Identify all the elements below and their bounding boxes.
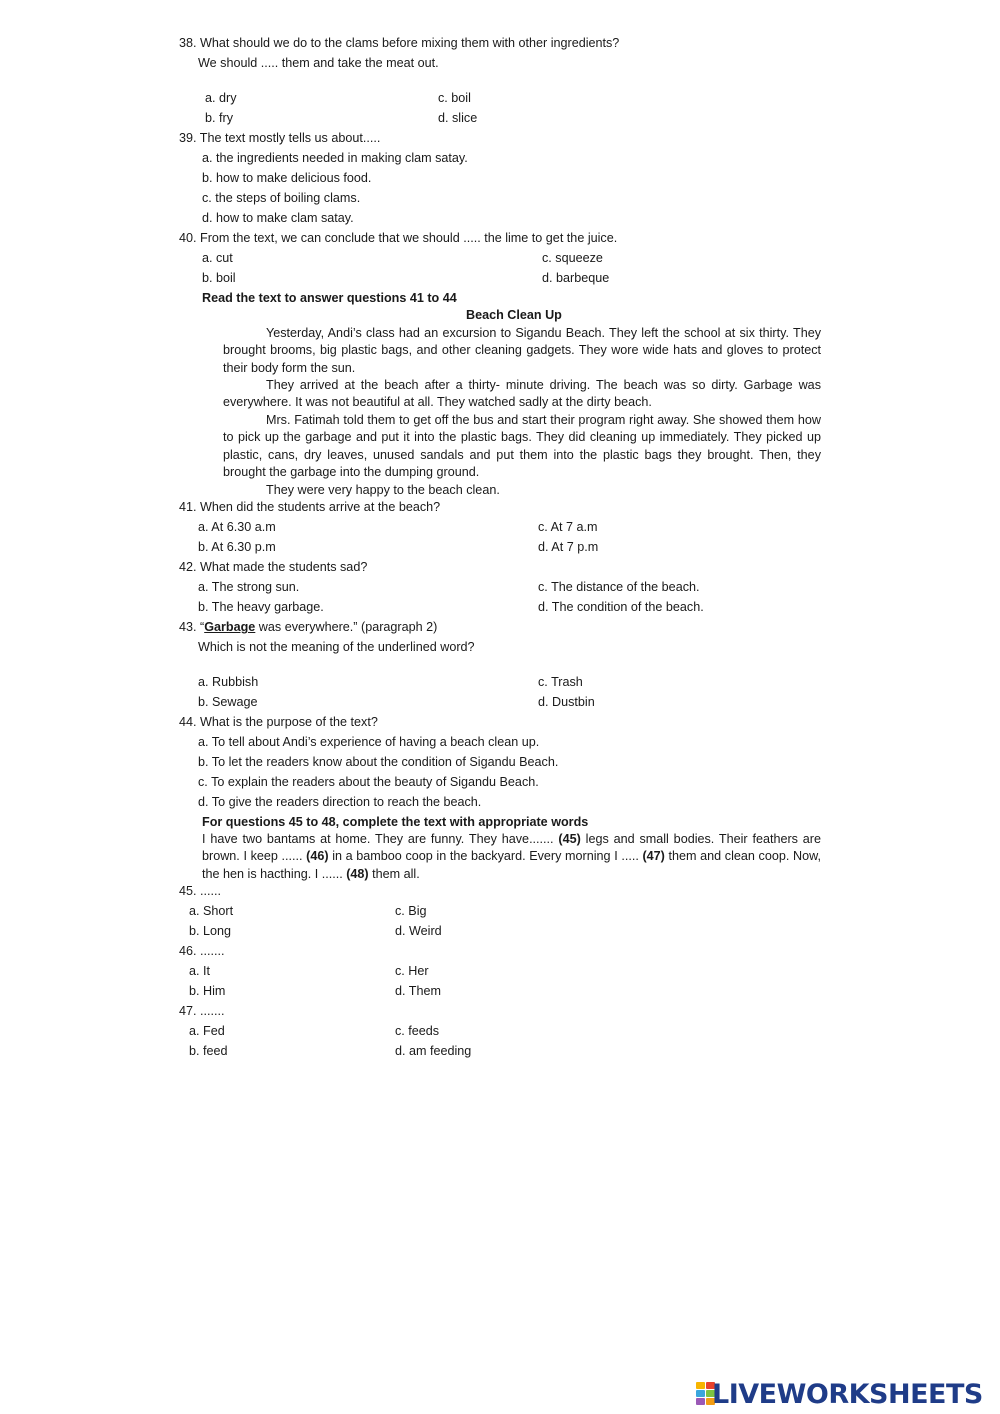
q42-option-b[interactable]: b. The heavy garbage. [198,600,324,614]
q43-option-b[interactable]: b. Sewage [198,695,258,709]
question-43-stem: Which is not the meaning of the underlined word? [198,640,475,654]
q38-option-a[interactable]: a. dry [205,91,237,105]
q39-option-c[interactable]: c. the steps of boiling clams. [202,191,361,205]
q41-option-c[interactable]: c. At 7 a.m [538,520,598,534]
q44-option-b[interactable]: b. To let the readers know about the condition of Sigandu Beach. [198,755,559,769]
q46-option-c[interactable]: c. Her [395,964,429,978]
question-41: 41. When did the students arrive at the beach? [179,500,441,514]
q46-option-a[interactable]: a. It [189,964,210,978]
question-44: 44. What is the purpose of the text? [179,715,378,729]
q41-option-d[interactable]: d. At 7 p.m [538,540,599,554]
blank-46: (46) [306,849,329,864]
question-43: 43. “Garbage was everywhere.” (paragraph 2) [179,620,438,634]
q43-option-c[interactable]: c. Trash [538,675,583,689]
liveworksheets-logo[interactable] [696,1380,996,1410]
passage-title: Beach Clean Up [466,308,562,322]
passage-paragraph-1: Yesterday, Andi’s class had an excursion to Sigandu Beach. They left the school at six thirty. They brought brooms, big plastic bags, and other cleaning gadgets. They wore wide hats and gloves to protect their body form the sun. [223,326,821,375]
passage-paragraph-4: They were very happy to the beach clean. [266,483,500,497]
underlined-word: Garbage [204,620,256,634]
blank-45: (45) [558,832,581,846]
q43-option-a[interactable]: a. Rubbish [198,675,259,689]
reading-instruction: Read the text to answer questions 41 to 44 [202,291,457,305]
question-40: 40. From the text, we can conclude that we should ..... the lime to get the juice. [179,231,618,245]
blank-47: (47) [642,849,665,864]
question-39: 39. The text mostly tells us about..... [179,131,381,145]
cloze-text: I have two bantams at home. They are funny. They have....... (45) legs and small bodies. Their feathers are brown. I keep ...... (46) in a bamboo coop in the backyard. Every morning I ..... (47) them and clean coop. Now, the hen is hacthing. I ...... (48) them all. [202,832,821,881]
q46-option-b[interactable]: b. Him [189,984,226,998]
question-38-stem: We should ..... them and take the meat out. [198,56,439,70]
q47-option-c[interactable]: c. feeds [395,1024,440,1038]
logo-text: LIVEWORKSHEETS [712,1379,983,1410]
q47-option-a[interactable]: a. Fed [189,1024,225,1038]
question-38: 38. What should we do to the clams before mixing them with other ingredients? [179,36,620,50]
q45-option-d[interactable]: d. Weird [395,924,442,938]
q39-option-a[interactable]: a. the ingredients needed in making clam satay. [202,151,468,165]
question-47: 47. ....... [179,1004,225,1018]
passage-paragraph-3: Mrs. Fatimah told them to get off the bus and start their program right away. She showed them how to pick up the garbage and put it into the plastic bags. They did cleaning up immediately. They picked up plastic, cans, dry leaves, unused sandals and put them into the plastic bags they brought. Then, they brought the garbage into the dumping ground. [223,413,821,480]
q41-option-a[interactable]: a. At 6.30 a.m [198,520,276,534]
q42-option-d[interactable]: d. The condition of the beach. [538,600,704,614]
q39-option-d[interactable]: d. how to make clam satay. [202,211,354,225]
q41-option-b[interactable]: b. At 6.30 p.m [198,540,276,554]
question-45: 45. ...... [179,884,221,898]
q44-option-a[interactable]: a. To tell about Andi’s experience of having a beach clean up. [198,735,540,749]
q38-option-b[interactable]: b. fry [205,111,233,125]
q43-option-d[interactable]: d. Dustbin [538,695,595,709]
q39-option-b[interactable]: b. how to make delicious food. [202,171,372,185]
q47-option-d[interactable]: d. am feeding [395,1044,472,1058]
q42-option-a[interactable]: a. The strong sun. [198,580,300,594]
q44-option-d[interactable]: d. To give the readers direction to reach the beach. [198,795,482,809]
question-42: 42. What made the students sad? [179,560,368,574]
question-46: 46. ....... [179,944,225,958]
passage-paragraph-2: They arrived at the beach after a thirty- minute driving. The beach was so dirty. Garbage was everywhere. It was not beautiful at all. They watched sadly at the dirty beach. [223,378,821,410]
q47-option-b[interactable]: b. feed [189,1044,228,1058]
q42-option-c[interactable]: c. The distance of the beach. [538,580,700,594]
q40-option-b[interactable]: b. boil [202,271,236,285]
q44-option-c[interactable]: c. To explain the readers about the beauty of Sigandu Beach. [198,775,539,789]
blank-48: (48) [346,866,369,881]
q45-option-b[interactable]: b. Long [189,924,232,938]
q38-option-d[interactable]: d. slice [438,111,478,125]
q40-option-c[interactable]: c. squeeze [542,251,603,265]
q45-option-a[interactable]: a. Short [189,904,234,918]
q40-option-a[interactable]: a. cut [202,251,233,265]
q46-option-d[interactable]: d. Them [395,984,441,998]
q40-option-d[interactable]: d. barbeque [542,271,610,285]
cloze-instruction: For questions 45 to 48, complete the text with appropriate words [202,815,589,829]
q38-option-c[interactable]: c. boil [438,91,471,105]
q45-option-c[interactable]: c. Big [395,904,427,918]
